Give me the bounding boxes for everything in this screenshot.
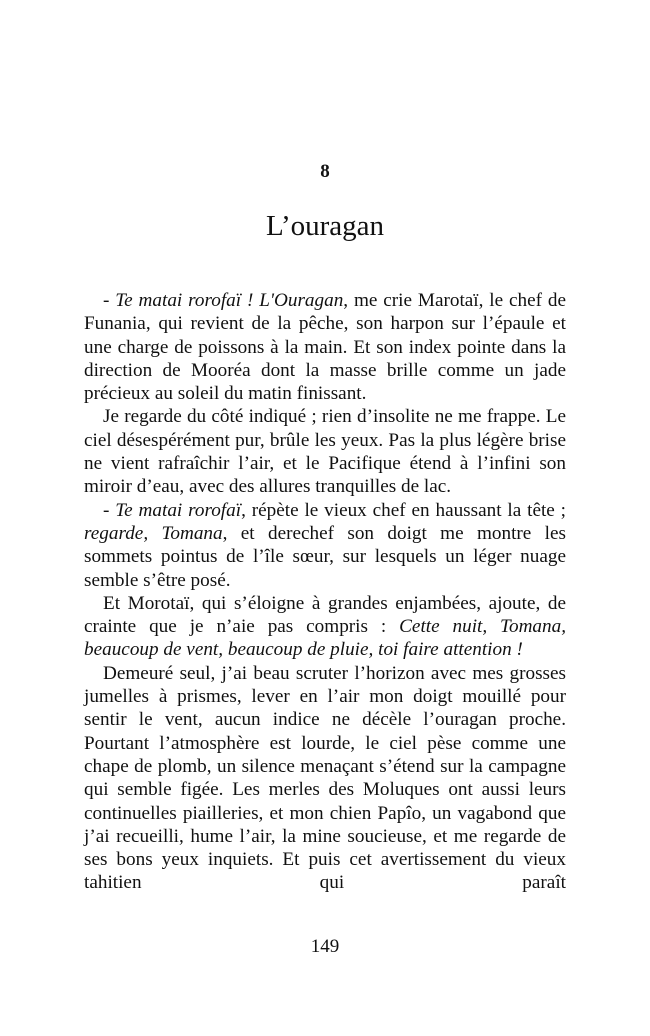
text-segment: - [103, 290, 116, 311]
paragraph-1 [84, 289, 566, 405]
chapter-number: 8 [320, 161, 330, 182]
italic-dialogue: regarde, Tomana [84, 522, 223, 544]
text-segment: - [103, 499, 116, 521]
paragraph-2 [84, 405, 566, 498]
text-segment: , me crie Marotaï, le chef de Funania, qui revient de la pêche, son harpon sur l’épaule et une charge de poissons à la main. Et son index pointe dans la direction de Mooréa dont la masse brille comme un jade précieux au soleil du matin finissant. [84, 290, 567, 405]
text-segment: Je regarde du côté indiqué ; rien d’insolite ne me frappe. Le ciel désespérément pur, brûle les yeux. Pas la plus légère brise ne vient rafraîchir l’air, et le Pacifique étend à l’infini son miroir d’eau, avec des allures tranquilles de lac. [84, 406, 566, 498]
text-segment: , et derechef son doigt me montre les sommets pointus de l’île sœur, sur lesquels un léger nuage semble s’être posé. [84, 522, 566, 591]
italic-dialogue: Cette nuit, Tomana, beaucoup de vent, beaucoup de pluie, toi faire attention ! [84, 616, 566, 661]
text-segment: Et Morotaï, qui s’éloigne à grandes enjambées, ajoute, de crainte que je n’aie pas compris : [84, 592, 566, 638]
italic-dialogue: Te matai rorofaï ! L'Ouragan [115, 290, 344, 311]
paragraph-5 [84, 662, 566, 895]
paragraph-4 [84, 592, 566, 662]
text-segment: , répète le vieux chef en haussant la tête ; [241, 499, 566, 521]
page-number: 149 [310, 936, 340, 957]
italic-dialogue: Te matai rorofaï [115, 499, 242, 521]
text-segment: Demeuré seul, j’ai beau scruter l’horizon avec mes grosses jumelles à prismes, lever en l’air mon doigt mouillé pour sentir le vent, aucun indice ne décèle l’ouragan proche. Pourtant l’atmosphère est lourde, le ciel pèse comme une chape de plomb, un silence menaçant s’étend sur la campagne qui semble figée. Les merles des Moluques ont aussi leurs continuelles piailleries, et mon chien Papîo, un vagabond que j’ai recueilli, hume l’air, la mine soucieuse, et me regarde de ses bons yeux inquiets. Et puis cet avertissement du vieux tahitien qui paraît [84, 662, 566, 894]
chapter-title: L’ouragan [265, 210, 385, 242]
paragraph-3 [84, 499, 566, 592]
chapter-body [84, 289, 566, 895]
